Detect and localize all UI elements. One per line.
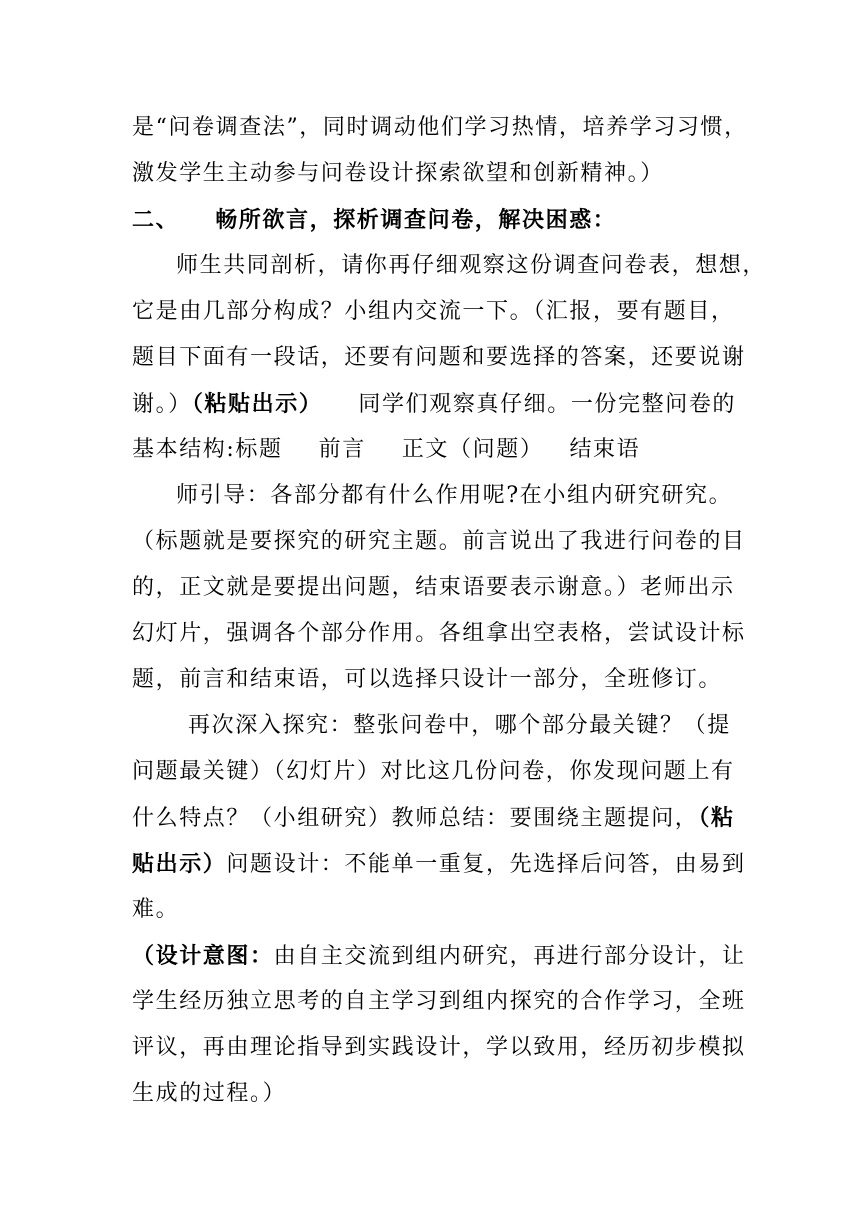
text-segment: 问题设计：不能单一重复，先选择后问答，由易到 (226, 852, 746, 877)
text-segment: 什么特点？（小组研究）教师总结：要围绕主题提问， (132, 806, 699, 831)
paragraph-line: 生成的过程。） (132, 1081, 287, 1106)
design-intent-label: （设计意图： (132, 943, 274, 969)
bold-note: 贴出示） (132, 851, 227, 877)
text-segment: 谢。） (132, 392, 192, 417)
paragraph-line (132, 389, 737, 419)
paragraph-line: 再次深入探究：整张问卷中，哪个部分最关键？（提 (188, 713, 731, 738)
section-number: 二、 (132, 207, 180, 233)
design-intent-line (132, 941, 746, 971)
paragraph-line: 幻灯片，强调各个部分作用。各组拿出空表格，尝试设计标 (132, 621, 746, 646)
structure-item: 前言 (318, 437, 366, 462)
bold-note: （粘 (698, 805, 735, 831)
structure-item: 正文（问题） (401, 437, 544, 462)
paragraph-line (132, 803, 735, 833)
paragraph-line: 激发学生主动参与问卷设计探索欲望和创新精神。） (132, 161, 664, 186)
structure-label: 基本结构:标题 (132, 437, 283, 462)
section-heading (132, 205, 730, 235)
text-segment: 同学们观察真仔细。一份完整问卷的 (358, 392, 737, 417)
section-title: 畅所欲言，探析调查问卷，解决困惑： (215, 207, 617, 233)
paragraph-line: 学生经历独立思考的自主学习到组内探究的合作学习，全班 (132, 989, 746, 1014)
paragraph-line: 评议，再由理论指导到实践设计，学以致用，经历初步模拟 (132, 1035, 746, 1060)
paragraph-line (132, 849, 746, 879)
paragraph-line: 师引导：各部分都有什么作用呢?在小组内研究研究。 (176, 483, 733, 508)
paragraph-line: 它是由几部分构成？小组内交流一下。（汇报，要有题目， (132, 299, 735, 324)
paragraph-line: 难。 (132, 897, 180, 922)
bold-note: （粘贴出示） (191, 391, 323, 417)
paragraph-line: 问题最关键）（幻灯片）对比这几份问卷，你发现问题上有 (132, 759, 735, 784)
paragraph-line: 的，正文就是要提出问题，结束语要表示谢意。）老师出示 (132, 575, 735, 600)
paragraph-line: 题，前言和结束语，可以选择只设计一部分，全班修订。 (132, 667, 723, 692)
paragraph-line: （标题就是要探究的研究主题。前言说出了我进行问卷的目 (132, 529, 746, 554)
paragraph-line: 师生共同剖析，请你再仔细观察这份调查问卷表，想想， (176, 253, 767, 278)
structure-item: 结束语 (569, 437, 641, 462)
paragraph-line: 题目下面有一段话，还要有问题和要选择的答案，还要说谢 (132, 345, 746, 370)
paragraph-line: 是“问卷调查法”，同时调动他们学习热情，培养学习习惯， (132, 115, 748, 140)
structure-line (132, 435, 730, 465)
text-segment: 由自主交流到组内研究，再进行部分设计，让 (273, 944, 746, 969)
